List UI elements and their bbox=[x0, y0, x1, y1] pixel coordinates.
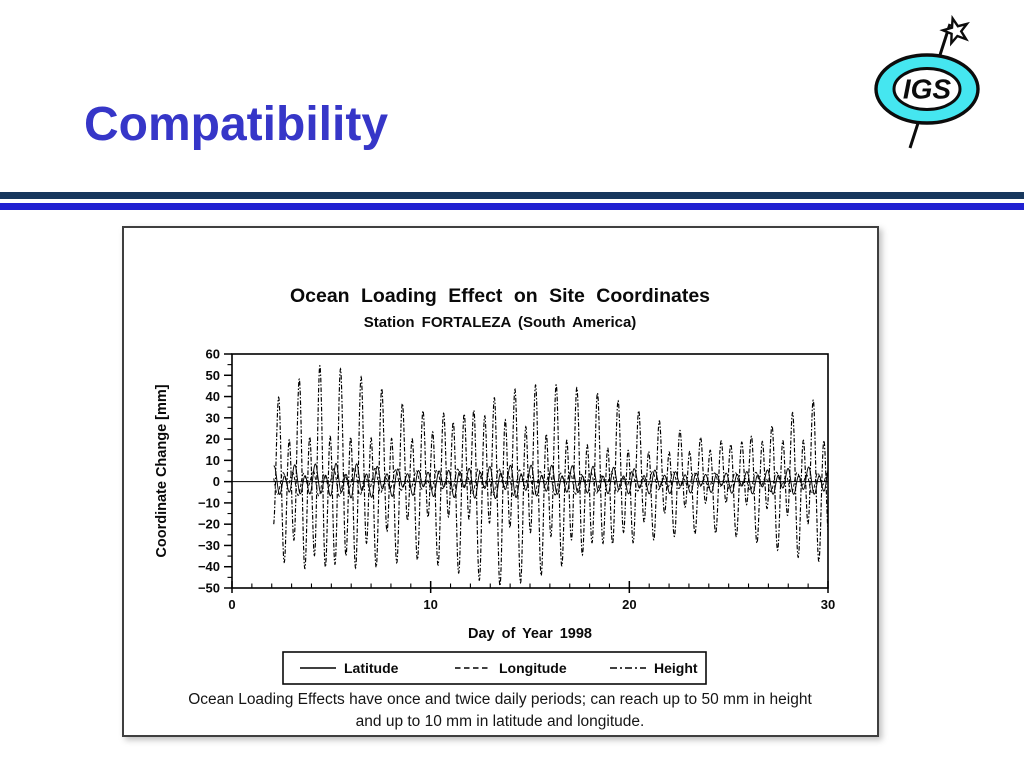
svg-text:20: 20 bbox=[622, 597, 637, 612]
ocean-loading-chart bbox=[124, 228, 877, 735]
igs-logo bbox=[852, 6, 1016, 156]
divider-top bbox=[0, 192, 1024, 199]
series-lines bbox=[274, 366, 828, 586]
svg-text:30: 30 bbox=[205, 410, 220, 426]
svg-text:30: 30 bbox=[820, 597, 836, 612]
svg-text:50: 50 bbox=[205, 367, 220, 383]
svg-text:−50: −50 bbox=[197, 580, 220, 596]
figure-frame bbox=[122, 226, 879, 737]
svg-text:−30: −30 bbox=[197, 537, 220, 553]
x-axis-label: Day of Year 1998 bbox=[467, 626, 593, 642]
svg-text:0: 0 bbox=[228, 597, 236, 612]
legend bbox=[283, 652, 706, 684]
svg-text:20: 20 bbox=[205, 431, 220, 447]
chart-title: Ocean Loading Effect on Site Coordinates bbox=[289, 285, 711, 307]
legend-label-latitude: Latitude bbox=[344, 660, 399, 676]
svg-text:−10: −10 bbox=[197, 495, 220, 511]
svg-text:10: 10 bbox=[205, 452, 220, 468]
svg-text:10: 10 bbox=[423, 597, 438, 612]
figure-caption-line1: Ocean Loading Effects have once and twice daily periods; can reach up to 50 mm in height bbox=[188, 691, 812, 708]
legend-label-longitude: Longitude bbox=[499, 660, 567, 676]
page-title: Compatibility bbox=[84, 98, 389, 151]
svg-text:−20: −20 bbox=[197, 516, 220, 532]
svg-text:60: 60 bbox=[205, 346, 220, 362]
chart-subtitle: Station FORTALEZA (South America) bbox=[363, 314, 637, 331]
svg-text:−40: −40 bbox=[197, 559, 220, 575]
divider-bottom bbox=[0, 203, 1024, 210]
svg-text:40: 40 bbox=[205, 389, 220, 405]
svg-text:0: 0 bbox=[212, 474, 220, 490]
legend-label-height: Height bbox=[654, 660, 698, 676]
y-axis-label: Coordinate Change [mm] bbox=[154, 384, 170, 558]
figure-caption-line2: and up to 10 mm in latitude and longitude. bbox=[355, 713, 645, 730]
logo-text: IGS bbox=[902, 73, 952, 105]
